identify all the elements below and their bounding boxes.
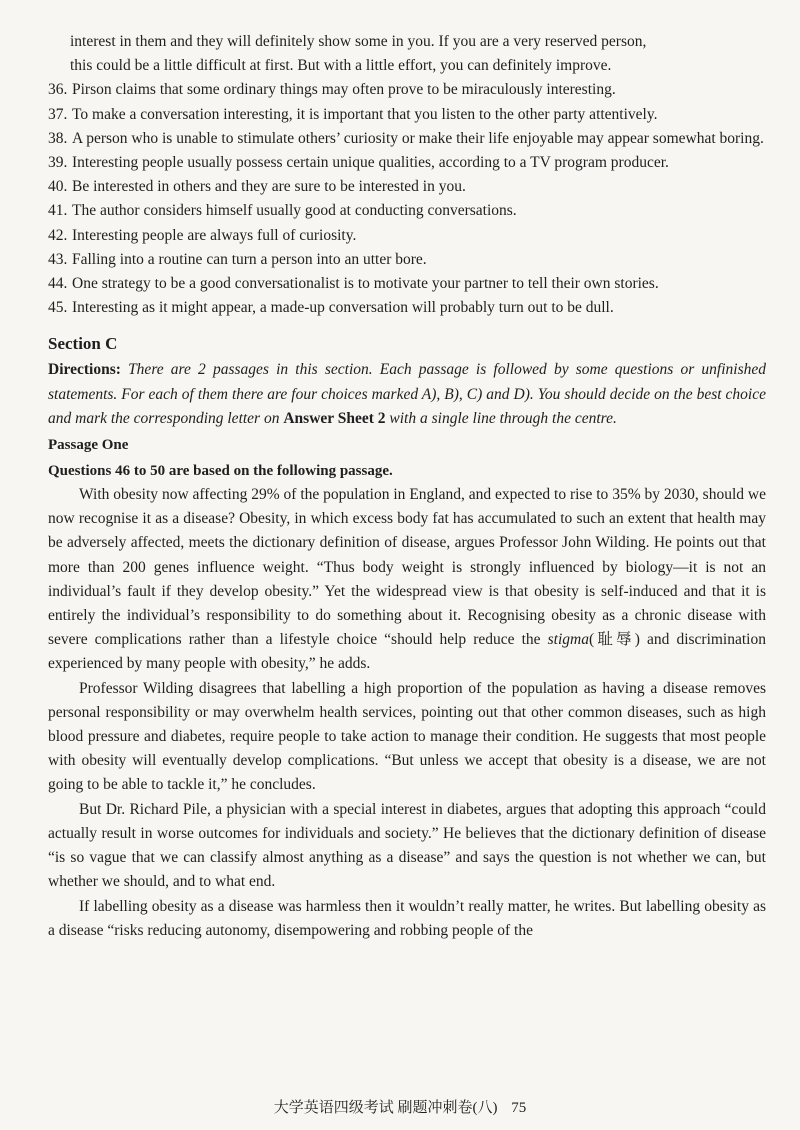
statement-item-43 — [48, 248, 766, 272]
continued-line-2: this could be a little difficult at first. But with a little effort, you can definitely improve. — [70, 57, 612, 75]
statement-text: Interesting as it might appear, a made-up conversation will probably turn out to be dull. — [72, 299, 614, 317]
statement-number: 42. — [48, 226, 68, 244]
passage-paragraph-3: But Dr. Richard Pile, a physician with a special interest in diabetes, argues that adopting this approach “could actually result in worse outcomes for individuals and society.” He believes that the dictionary definition of disease “is so vague that we can classify almost anything as a disease” and says the question is not whether we can, but whether we should, and to what end. — [48, 800, 766, 891]
statement-number: 39. — [48, 154, 68, 172]
statement-text: Interesting people usually possess certain unique qualities, according to a TV program producer. — [72, 154, 669, 172]
statement-number: 38. — [48, 129, 68, 147]
continued-line-1: interest in them and they will definitely show some in you. If you are a very reserved person, — [70, 33, 647, 50]
statement-text: Pirson claims that some ordinary things may often prove to be miraculously interesting. — [72, 81, 616, 99]
statement-text: To make a conversation interesting, it is important that you listen to the other party attentively. — [72, 105, 658, 123]
statement-text: Be interested in others and they are sure to be interested in you. — [72, 178, 466, 196]
passage-paragraph-1 — [48, 483, 766, 677]
page-number: 75 — [511, 1100, 527, 1116]
questions-range: Questions 46 to 50 are based on the following passage. — [48, 463, 393, 480]
statement-item-38 — [48, 127, 766, 151]
gloss-note: (耻辱) — [588, 631, 640, 649]
statement-item-45 — [48, 296, 766, 320]
answer-sheet-ref: Answer Sheet 2 — [283, 409, 386, 427]
paragraph-text-end: and discrimination experienced by many people with obesity,” he adds. — [48, 631, 766, 673]
section-heading: Section C — [48, 334, 118, 354]
statement-text: One strategy to be a good conversationalist is to motivate your partner to tell their own stories. — [72, 275, 659, 293]
statement-item-41 — [48, 199, 766, 223]
directions — [48, 358, 766, 431]
statement-item-39 — [48, 151, 766, 175]
statement-item-42 — [48, 224, 766, 248]
passage-paragraph-4: If labelling obesity as a disease was harmless then it wouldn’t really matter, he writes. But labelling obesity as a disease “risks reducing autonomy, disempowering and robbing people of the — [48, 897, 766, 939]
statement-item-40 — [48, 175, 766, 199]
statement-item-44 — [48, 272, 766, 296]
passage-paragraph-2: Professor Wilding disagrees that labelling a high proportion of the population as having a disease removes personal responsibility or may overwhelm health services, pointing out that other common diseases, such as high blood pressure and diabetes, require people to take action to manage their condition. He suggests that most people with obesity will eventually develop complications. “But unless we accept that obesity is a disease, we are not going to be able to tackle it,” he concludes. — [48, 679, 766, 794]
statement-text: A person who is unable to stimulate others’ curiosity or make their life enjoyable may appear somewhat boring. — [72, 129, 764, 147]
statement-number: 37. — [48, 105, 68, 123]
statement-text: Interesting people are always full of curiosity. — [72, 226, 357, 244]
passage-title: Passage One — [48, 437, 129, 454]
statement-number: 43. — [48, 250, 68, 268]
statement-item-37 — [48, 103, 766, 127]
statement-item-36 — [48, 78, 766, 102]
directions-text-end: with a single line through the centre. — [385, 409, 617, 427]
footer-title: 大学英语四级考试 刷题冲刺卷(八) — [273, 1100, 498, 1116]
statement-number: 45. — [48, 299, 68, 317]
statement-number: 44. — [48, 275, 68, 293]
glossed-word: stigma — [547, 631, 589, 649]
statement-text: Falling into a routine can turn a person into an utter bore. — [72, 250, 427, 268]
paragraph-text: With obesity now affecting 29% of the population in England, and expected to rise to 35% by 2030, should we now recognise it as a disease? Obesity, in which excess body fat has accumulated to such an extent that health may be adversely affected, meets the dictionary definition of disease, argues Professor John Wilding. He points out that more than 200 genes influence weight. “Thus body weight is strongly influenced by biology—it is not an individual’s fault if they develop obesity.” Yet the widespread view is that obesity is self-induced and that it is entirely the individual’s responsibility to do something about it. Recognising obesity as a chronic disease with severe complications rather than a lifestyle choice “should help reduce the — [48, 486, 766, 649]
page-footer — [0, 1096, 800, 1117]
passage-body — [48, 483, 766, 943]
statement-list — [48, 78, 766, 320]
statement-text: The author considers himself usually good at conducting conversations. — [72, 202, 517, 220]
statement-number: 41. — [48, 202, 68, 220]
statement-number: 36. — [48, 81, 68, 99]
continued-paragraph — [48, 30, 766, 78]
directions-label: Directions: — [48, 361, 121, 379]
directions-text: There are 2 passages in this section. Each passage is followed by some questions or unfinished statements. For each of them there are four choices marked A), B), C) and D). You should decide on the best choice and mark the corresponding letter on — [48, 361, 766, 427]
statement-number: 40. — [48, 178, 68, 196]
